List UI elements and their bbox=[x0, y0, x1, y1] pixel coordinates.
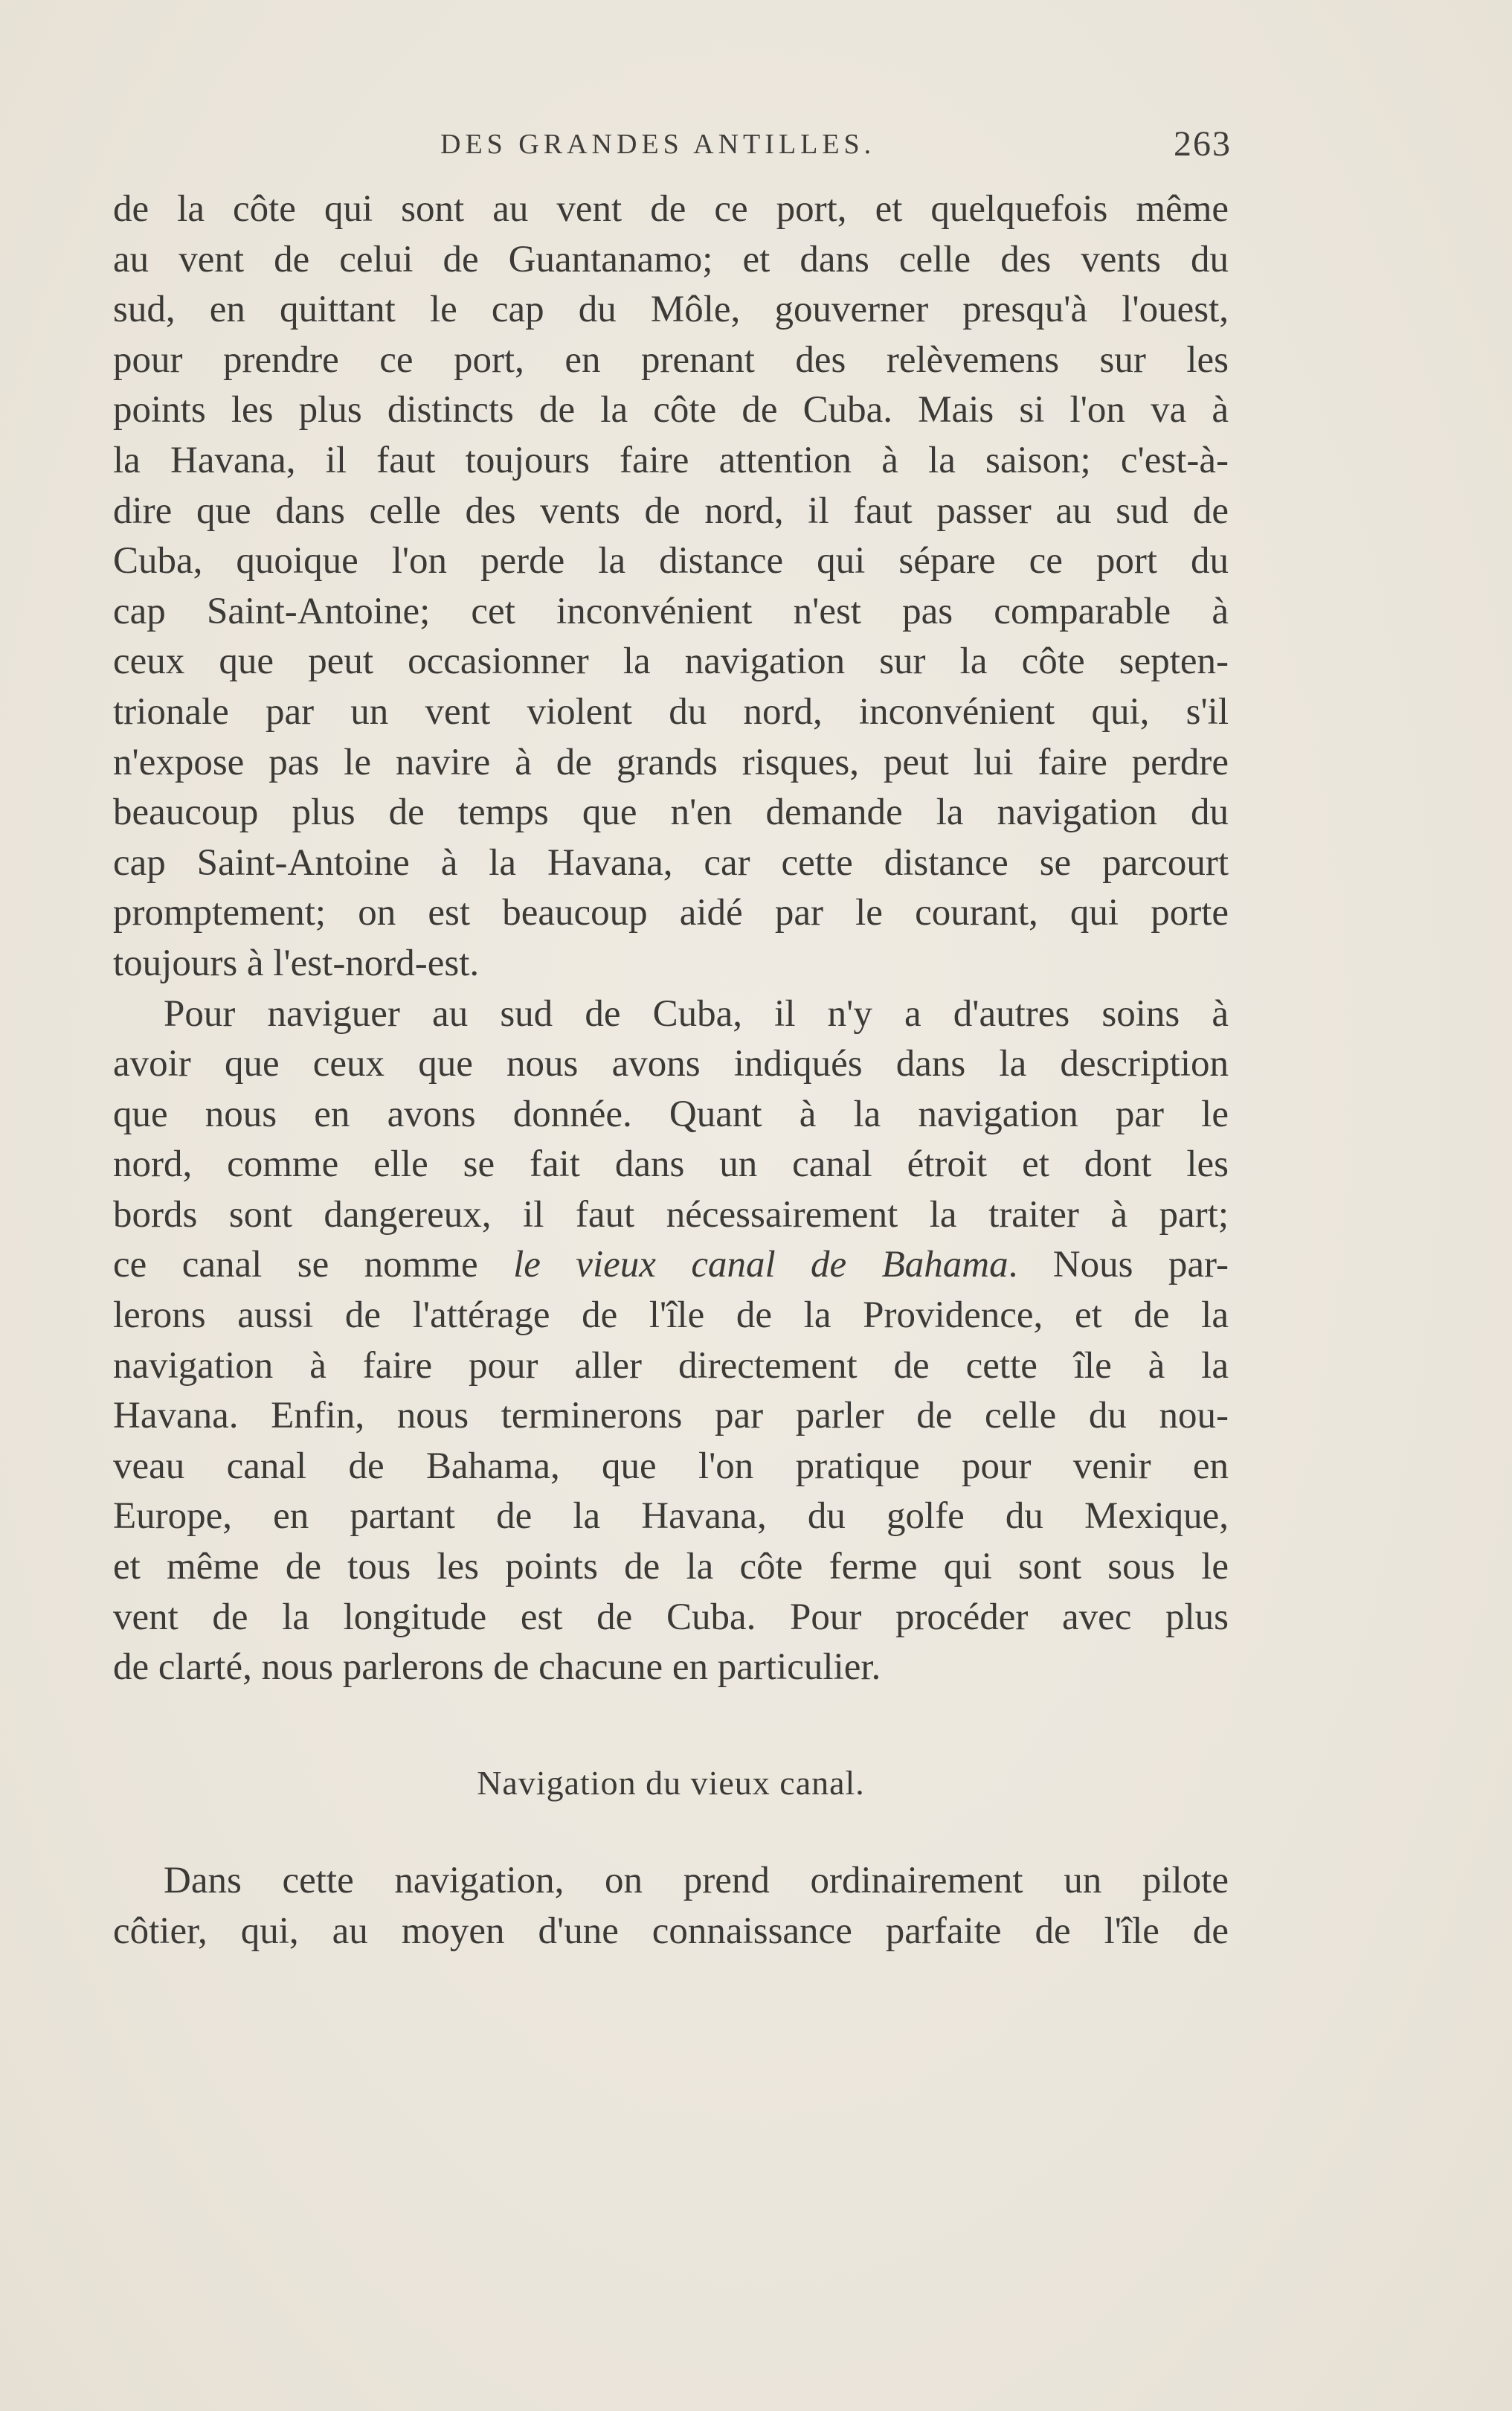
text-line: Pour naviguer au sud de Cuba, il n'y a d'autres soins à bbox=[164, 992, 1229, 1035]
text-line: Cuba, quoique l'on perde la distance qui sépare ce port du bbox=[113, 540, 1229, 582]
text-line: pour prendre ce port, en prenant des relèvemens sur les bbox=[113, 338, 1229, 381]
page-header bbox=[112, 124, 1232, 173]
text-line: sud, en quittant le cap du Môle, gouverner presqu'à l'ouest, bbox=[113, 289, 1229, 331]
text-fragment: ce canal se nomme bbox=[113, 1244, 514, 1286]
text-line: trionale par un vent violent du nord, inconvénient qui, s'il bbox=[113, 690, 1229, 733]
page-number: 263 bbox=[1174, 124, 1232, 164]
section-text bbox=[113, 1856, 1229, 1956]
text-line: nord, comme elle se fait dans un canal étroit et dont les bbox=[113, 1143, 1229, 1186]
text-line: dire que dans celle des vents de nord, il faut passer au sud de bbox=[113, 489, 1229, 532]
running-title: DES GRANDES ANTILLES. bbox=[440, 129, 876, 160]
section-heading: Navigation du vieux canal. bbox=[477, 1764, 865, 1802]
text-line: points les plus distincts de la côte de Cuba. Mais si l'on va à bbox=[113, 389, 1229, 431]
text-line: et même de tous les points de la côte ferme qui sont sous le bbox=[113, 1546, 1229, 1588]
main-text bbox=[113, 184, 1229, 1693]
text-line: navigation à faire pour aller directement de cette île à la bbox=[113, 1344, 1229, 1387]
text-line-with-italic bbox=[113, 1240, 1229, 1291]
text-line: cap Saint-Antoine à la Havana, car cette distance se parcourt bbox=[113, 841, 1229, 884]
text-line: lerons aussi de l'attérage de l'île de la Providence, et de la bbox=[113, 1294, 1229, 1337]
text-line: toujours à l'est-nord-est. bbox=[113, 942, 480, 984]
text-line: veau canal de Bahama, que l'on pratique pour venir en bbox=[113, 1445, 1229, 1487]
text-line: beaucoup plus de temps que n'en demande la navigation du bbox=[113, 792, 1229, 834]
text-line: n'expose pas le navire à de grands risques, peut lui faire perdre bbox=[113, 741, 1229, 783]
text-line: la Havana, il faut toujours faire attention à la saison; c'est-à- bbox=[113, 439, 1229, 481]
text-line: Dans cette navigation, on prend ordinairement un pilote bbox=[164, 1860, 1229, 1901]
text-line: de la côte qui sont au vent de ce port, et quelquefois même bbox=[113, 188, 1229, 230]
text-fragment: . Nous par- bbox=[1008, 1244, 1229, 1286]
text-line: Europe, en partant de la Havana, du golfe du Mexique, bbox=[113, 1495, 1229, 1538]
text-line: vent de la longitude est de Cuba. Pour procéder avec plus bbox=[113, 1596, 1229, 1638]
text-line: de clarté, nous parlerons de chacune en particulier. bbox=[113, 1646, 881, 1689]
text-line: côtier, qui, au moyen d'une connaissance parfaite de l'île de bbox=[113, 1910, 1229, 1952]
text-line: ceux que peut occasionner la navigation sur la côte septen- bbox=[113, 641, 1229, 683]
text-line: promptement; on est beaucoup aidé par le courant, qui porte bbox=[113, 892, 1229, 934]
text-line: bords sont dangereux, il faut nécessairement la traiter à part; bbox=[113, 1193, 1229, 1236]
text-line: avoir que ceux que nous avons indiqués dans la description bbox=[113, 1043, 1229, 1085]
text-line: que nous en avons donnée. Quant à la navigation par le bbox=[113, 1093, 1229, 1135]
text-line: au vent de celui de Guantanamo; et dans celle des vents du bbox=[113, 238, 1229, 280]
text-line: Havana. Enfin, nous terminerons par parler de celle du nou- bbox=[113, 1395, 1229, 1437]
text-line: cap Saint-Antoine; cet inconvénient n'est pas comparable à bbox=[113, 590, 1229, 632]
italic-canal-name: le vieux canal de Bahama bbox=[513, 1244, 1008, 1286]
